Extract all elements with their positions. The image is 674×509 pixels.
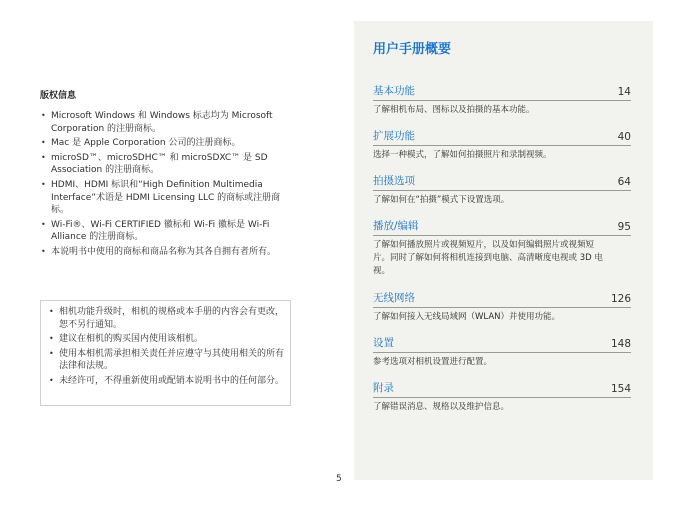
toc-page-number: 14 [617, 86, 631, 98]
toc-title: 用户手册概要 [373, 42, 452, 57]
toc-page-number: 148 [610, 338, 631, 350]
toc-entry-extended[interactable] [373, 127, 631, 172]
notice-item: • 建议在相机的购买国内使用该相机。 [48, 333, 284, 346]
toc-entry-settings[interactable] [373, 334, 631, 379]
copyright-item: • Wi-Fi®、Wi-Fi CERTIFIED 徽标和 Wi-Fi 徽标是 Wi-Fi Alliance 的注册商标。 [40, 219, 292, 244]
notice-item: • 未经许可，不得重新使用或配销本说明书中的任何部分。 [48, 375, 284, 388]
toc-page-number: 40 [617, 131, 631, 143]
copyright-item: • microSD™、microSDHC™ 和 microSDXC™ 是 SD Association 的注册商标。 [40, 152, 292, 177]
toc-row [373, 217, 631, 236]
toc-description: 了解相机布局、图标以及拍摄的基本功能。 [373, 105, 535, 115]
toc-row [373, 127, 631, 146]
toc-heading[interactable]: 无线网络 [373, 292, 415, 304]
toc-description: 了解错误消息、规格以及维护信息。 [373, 402, 510, 412]
toc-page-number: 95 [617, 221, 631, 233]
toc-entry-playback-edit[interactable] [373, 217, 631, 289]
copyright-item: • 本说明书中使用的商标和商品名称为其各自拥有者所有。 [40, 246, 292, 259]
toc-heading[interactable]: 扩展功能 [373, 130, 415, 142]
notice-box [40, 300, 291, 406]
toc-description: 了解如何在“拍摄”模式下设置选项。 [373, 195, 510, 205]
toc-page-number: 64 [617, 176, 631, 188]
toc-description: 了解如何播放照片或视频短片，以及如何编辑照片或视频短片。同时了解如何将相机连接到电脑、高清晰度电视或 3D 电视。 [373, 240, 603, 276]
notice-list [48, 306, 284, 388]
toc-row [373, 172, 631, 191]
toc-heading[interactable]: 设置 [373, 337, 394, 349]
toc-page-number: 154 [610, 383, 631, 395]
copyright-item: • Microsoft Windows 和 Windows 标志均为 Microsoft Corporation 的注册商标。 [40, 110, 292, 135]
toc-row [373, 82, 631, 101]
toc-heading[interactable]: 拍摄选项 [373, 175, 415, 187]
toc-description: 参考选项对相机设置进行配置。 [373, 357, 493, 367]
copyright-title: 版权信息 [40, 91, 77, 101]
page-number: 5 [336, 474, 342, 484]
toc-list [373, 82, 631, 424]
toc-heading[interactable]: 播放/编辑 [373, 220, 419, 232]
toc-panel [354, 21, 653, 480]
copyright-section [40, 88, 292, 261]
toc-row [373, 334, 631, 353]
notice-item: • 相机功能升级时，相机的规格或本手册的内容会有更改，恕不另行通知。 [48, 306, 284, 332]
toc-entry-basic[interactable] [373, 82, 631, 127]
copyright-list [40, 110, 292, 259]
toc-entry-shooting-options[interactable] [373, 172, 631, 217]
toc-entry-appendix[interactable] [373, 379, 631, 424]
toc-description: 了解如何接入无线局域网（WLAN）并使用功能。 [373, 312, 561, 322]
notice-item: • 使用本相机需承担相关责任并应遵守与其使用相关的所有法律和法规。 [48, 348, 284, 374]
toc-description: 选择一种模式，了解如何拍摄照片和录制视频。 [373, 150, 552, 160]
toc-heading[interactable]: 附录 [373, 382, 394, 394]
toc-row [373, 289, 631, 308]
toc-entry-wireless[interactable] [373, 289, 631, 334]
toc-page-number: 126 [610, 293, 631, 305]
copyright-item: • Mac 是 Apple Corporation 公司的注册商标。 [40, 137, 292, 150]
toc-row [373, 379, 631, 398]
toc-heading[interactable]: 基本功能 [373, 85, 415, 97]
copyright-item: • HDMI、HDMI 标识和“High Definition Multimedia Interface”术语是 HDMI Licensing LLC 的商标或注册商标。 [40, 179, 292, 217]
